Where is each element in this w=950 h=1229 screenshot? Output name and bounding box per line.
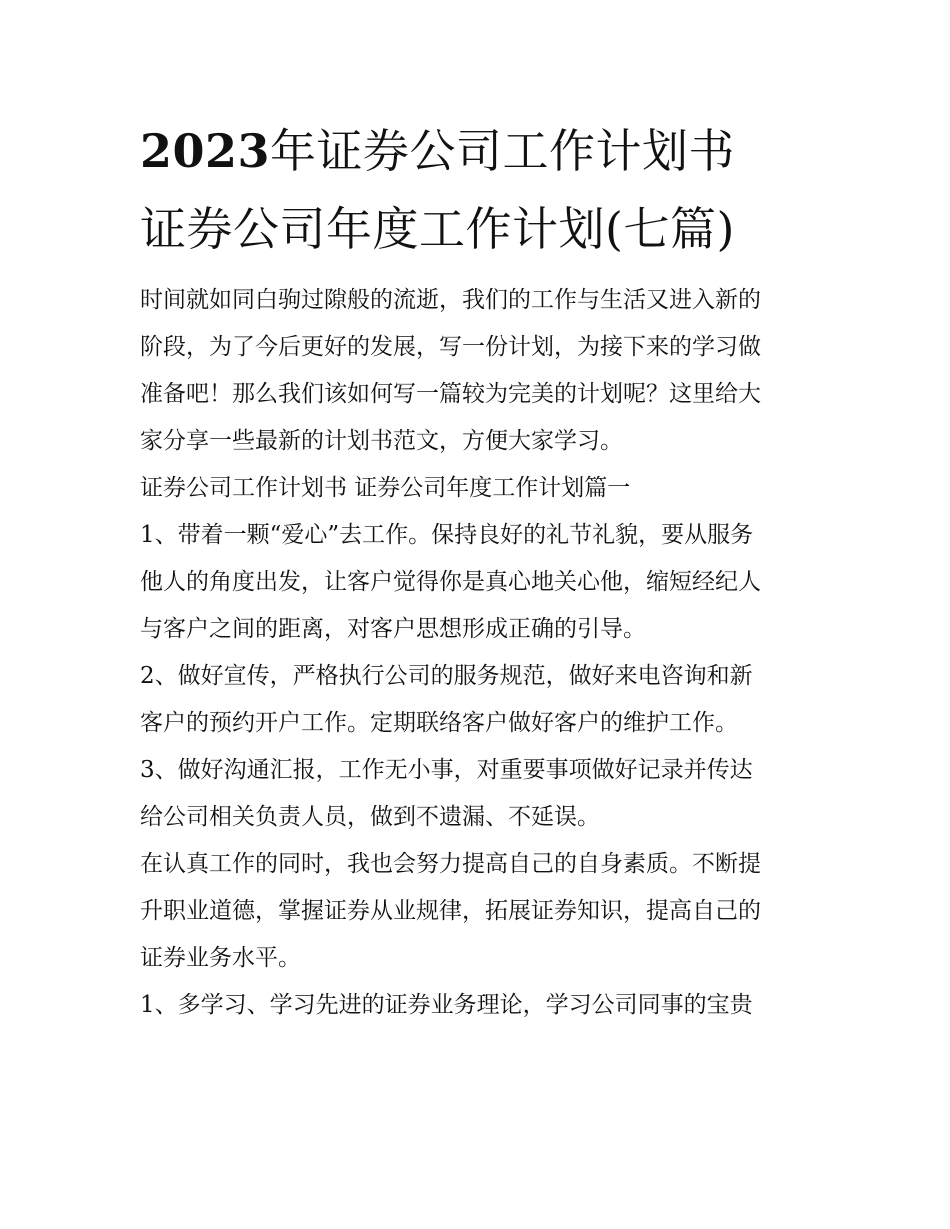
text-line: 客户的预约开户工作。定期联络客户做好客户的维护工作。 bbox=[140, 710, 738, 736]
intro-paragraph bbox=[140, 277, 820, 465]
list-item-2 bbox=[140, 653, 820, 747]
list-item-3 bbox=[140, 747, 820, 841]
text-line: 3、做好沟通汇报，工作无小事，对重要事项做好记录并传达 bbox=[140, 757, 753, 783]
text-line: 在认真工作的同时，我也会努力提高自己的自身素质。不断提 bbox=[140, 851, 761, 877]
document-title-line-1 bbox=[140, 112, 820, 190]
text-line: 1、多学习、学习先进的证券业务理论，学习公司同事的宝贵 bbox=[140, 992, 753, 1018]
section-heading bbox=[140, 465, 820, 512]
text-line: 与客户之间的距离，对客户思想形成正确的引导。 bbox=[140, 616, 646, 642]
title-line-1-text: 年证券公司工作计划书 bbox=[270, 124, 736, 178]
self-improvement-paragraph bbox=[140, 841, 820, 982]
list-item-learning bbox=[140, 982, 820, 1029]
text-line: 2、做好宣传，严格执行公司的服务规范，做好来电咨询和新 bbox=[140, 663, 753, 689]
title-block bbox=[140, 112, 820, 268]
text-line: 证券业务水平。 bbox=[140, 945, 301, 971]
document-title-line-2: 证券公司年度工作计划(七篇) bbox=[140, 202, 735, 256]
title-year: 2023 bbox=[140, 124, 271, 178]
text-line: 准备吧！那么我们该如何写一篇较为完美的计划呢？这里给大 bbox=[140, 381, 761, 407]
text-line: 给公司相关负责人员，做到不遗漏、不延误。 bbox=[140, 804, 600, 830]
text-line: 1、带着一颗“爱心”去工作。保持良好的礼节礼貌，要从服务 bbox=[140, 522, 754, 548]
text-line: 升职业道德，掌握证券从业规律，拓展证券知识，提高自己的 bbox=[140, 898, 761, 924]
text-line: 证券公司工作计划书 证券公司年度工作计划篇一 bbox=[140, 475, 631, 501]
text-line: 时间就如同白驹过隙般的流逝，我们的工作与生活又进入新的 bbox=[140, 287, 761, 313]
text-line: 家分享一些最新的计划书范文，方便大家学习。 bbox=[140, 428, 623, 454]
document-body bbox=[140, 277, 820, 1029]
text-line: 他人的角度出发，让客户觉得你是真心地关心他，缩短经纪人 bbox=[140, 569, 761, 595]
list-item-1 bbox=[140, 512, 820, 653]
text-line: 阶段，为了今后更好的发展，写一份计划，为接下来的学习做 bbox=[140, 334, 761, 360]
